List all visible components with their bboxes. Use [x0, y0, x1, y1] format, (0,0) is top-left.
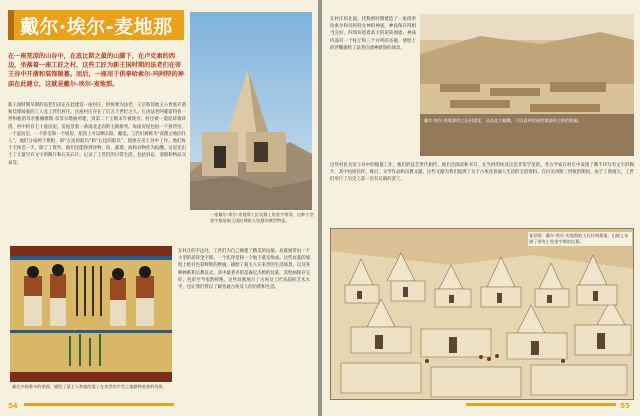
page-title: 戴尔·埃尔-麦地那	[20, 15, 173, 38]
body-text-2: 在村庄的不远处，工匠们为自己修建了精美的坟墓。坟墓通常由一个小型的泥砖金字塔、一个礼拜堂和一个地下墓室组成。这些坟墓的墙壁上绘有色彩鲜艳的壁画，描绘了墓主人在来世的生活场景，以及各种神祇和宗教仪式。其中最著名的是森尼杰姆的坟墓，其壁画保存完好，色彩至今依然鲜艳。这些坟墓展示了古埃及工匠高超的艺术水平，也让我们得以了解普通古埃及人的信仰和生活。	[178, 249, 310, 291]
painting-photo-caption: 森尼杰姆墓中的壁画，描绘了墓主人和他的妻子在来世的芦苇之地耕种收获的场景。	[12, 384, 167, 389]
left-page	[0, 0, 318, 416]
title-stripe	[8, 10, 14, 40]
body-text-1: 新王国时期早期的法老们决定在此建造一座村庄，供将要为法老、王后和其他王公贵族开凿和装饰陵墓的工人及工匠们居住。这座村庄存在了近五个世纪之久。它由法老阿蒙霍特普一世和他的母亲雅赫摩斯·奈菲尔塔丽所建，到第二十王朝末年被废弃。村庄被一道泥砖墙环绕，村中约有七十座房屋，房屋沿着一条南北走向的主街排列。每座房屋包括一个接待室、一个起居室、一个卧室和一个厨房，屋顶上可以晒太阳、睡觉。工匠们被称为“真理之地的仆人”，他们分成两个班组，即“左边的船员”和“右边的船员”，轮流在帝王谷中工作。他们每十天休息一天，除了工资外，他们还能得到谷物、鱼、蔬菜、油和衣物作为报酬。这里还出土了大量写有文字的陶片和石灰石片，记录了工匠们的日常生活，包括诉讼、请假和物品交易等。	[8, 103, 186, 166]
title-banner	[8, 10, 184, 40]
illustration-caption: 复原图：戴尔-埃尔-麦地那的工匠村和墓地，山坡上布满了带有小型金字塔的坟墓。	[528, 232, 632, 246]
page-number-left: 54	[8, 402, 18, 410]
village-reconstruction-illustration	[330, 228, 634, 400]
pyramid-photo-caption: 一座戴尔-埃尔-麦地那工匠坟墓上的金字塔顶，这种小型金字塔是新王国时期私人坟墓的典型特征。	[210, 212, 314, 224]
pyramid-tomb-photo	[190, 12, 312, 210]
site-photo-caption: 戴尔-埃尔-麦地那的工匠村遗址，从西北方俯瞰，可以看到房屋的地基和主街的轮廓。	[424, 118, 582, 123]
page-number-right: 55	[620, 402, 630, 410]
right-body-text-2: 这些村民为帝王谷中的陵墓工作，他们的技艺世代相传。他们会阅读和书写，在当时的埃及这是非常罕见的。考古学家在村庄中发现了数千块写有文字的陶片，其中包括信件、账目、文学作品和宗教文献。这些文献为我们提供了关于古埃及普通人生活的宝贵资料。在拉美西斯三世统治期间，由于工资拖欠，工匠们举行了历史上第一次有记载的罢工。	[330, 163, 634, 183]
right-page	[322, 0, 640, 416]
intro-paragraph: 在一座荒凉的山谷中，在底比斯之最的山脚下，在卢克索的西边，坐落着一座工匠之村，这些工匠为新王国时期的法老们在帝王谷中开凿和装饰陵墓。而后，一座用于供奉哈索尔-玛阿特的神庙在此建立，这就是戴尔-埃尔-麦地那。	[8, 53, 184, 88]
footer-rule-right	[466, 403, 616, 406]
right-body-text-1: 在村庄的北面，托勒密时期建造了一座供奉哈索尔和玛阿特女神的神庙。神庙保存得相当完好，四周环绕着高大的泥砖围墙。神庙内部有一个柱厅和三个并列的圣殿，墙壁上的浮雕描绘了法老向诸神献祭的场景。	[330, 17, 416, 51]
village-site-photo	[420, 14, 634, 156]
tomb-painting-photo	[10, 246, 172, 382]
footer-rule	[24, 403, 174, 406]
